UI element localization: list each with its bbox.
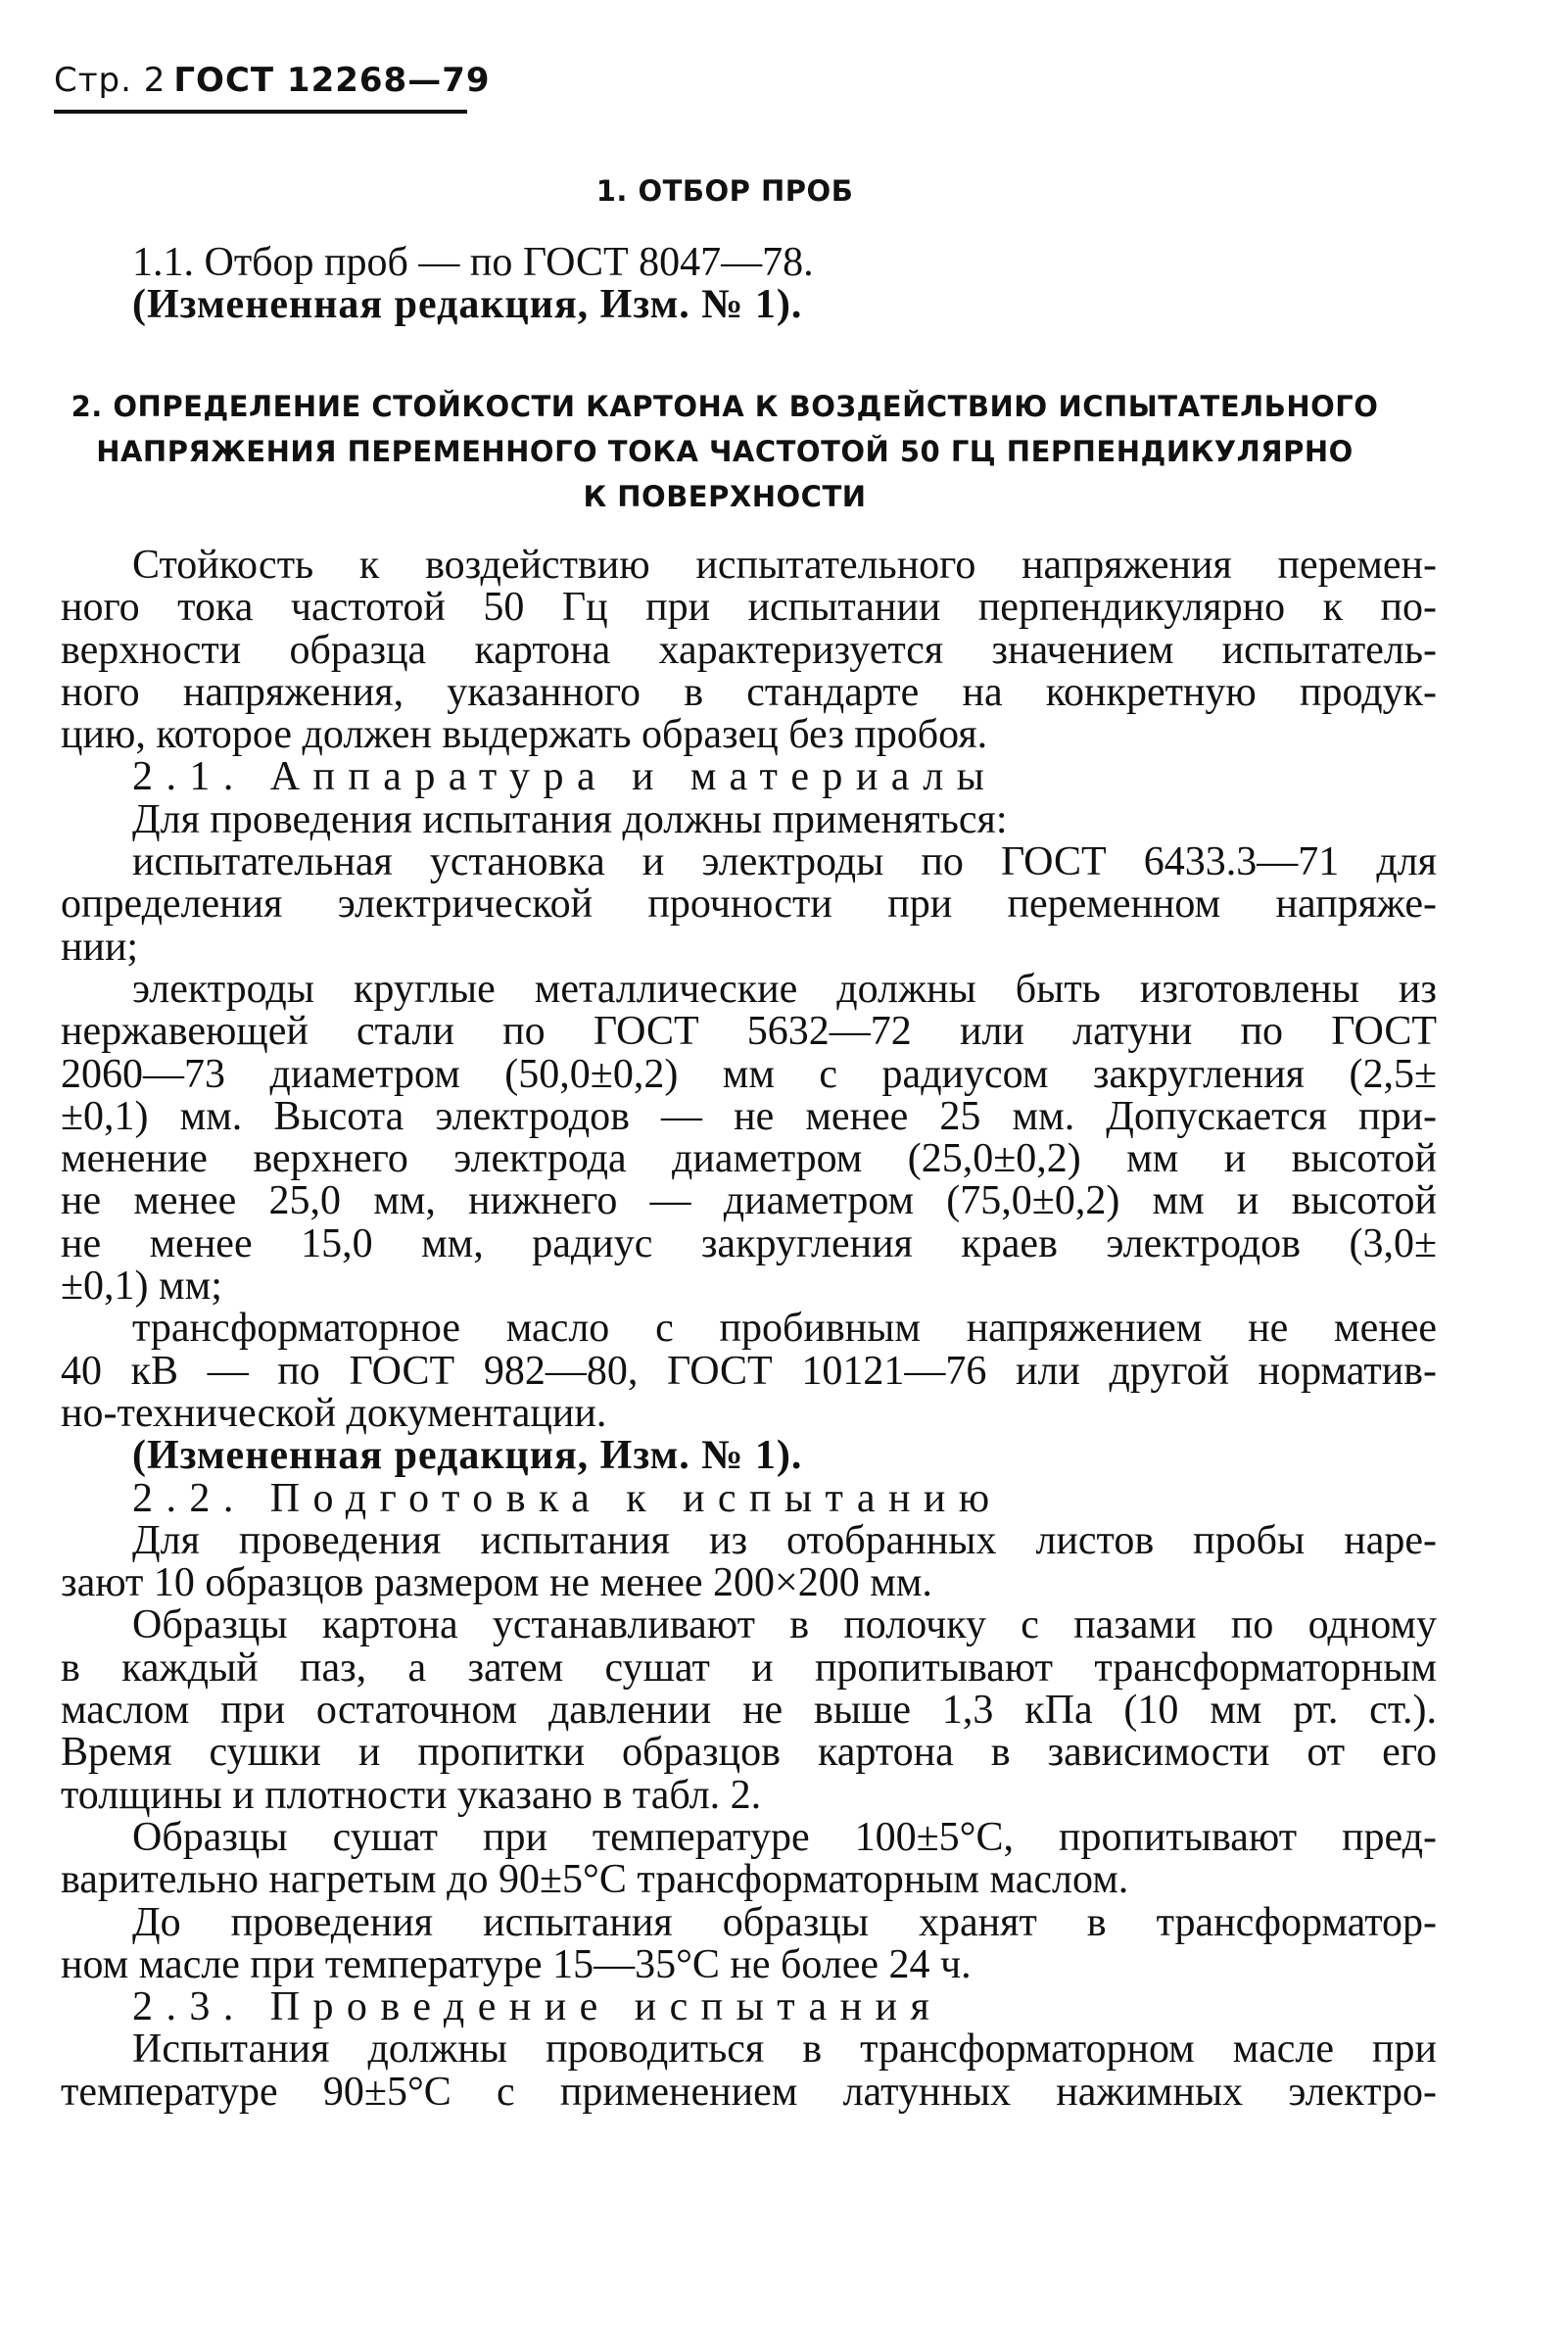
paragraph-1-1: 1.1. Отбор проб — по ГОСТ 8047—78.: [132, 242, 814, 285]
text-line: Образцы сушат при температуре 100±5°С, пропитывают пред-: [132, 1816, 1437, 1860]
storage-paragraph: [61, 1901, 1437, 1987]
text-line: Для проведения испытания из отобранных листов пробы наре-: [132, 1519, 1437, 1563]
running-header: [54, 61, 491, 100]
text-line: 40 кВ — по ГОСТ 982—80, ГОСТ 10121—76 или другой норматив-: [61, 1350, 1437, 1393]
subsection-2-1-title: 2.1. Аппаратура и материалы: [132, 756, 998, 799]
text-line: электроды круглые металлические должны быть изготовлены из: [132, 968, 1437, 1012]
text-line: Стойкость к воздействию испытательного напряжения перемен-: [132, 545, 1437, 588]
text-line: 2060—73 диаметром (50,0±0,2) мм с радиусом закругления (2,5±: [61, 1053, 1437, 1096]
text-line: верхности образца картона характеризуется значением испытатель-: [61, 629, 1437, 672]
text-line: нержавеющей стали по ГОСТ 5632—72 или латуни по ГОСТ: [61, 1011, 1437, 1054]
section-2-title-line: К ПОВЕРХНОСТИ: [583, 480, 867, 513]
text-line: не менее 25,0 мм, нижнего — диаметром (75,0±0,2) мм и высотой: [61, 1180, 1437, 1223]
section-2-title-line: 2. ОПРЕДЕЛЕНИЕ СТОЙКОСТИ КАРТОНА К ВОЗДЕЙСТВИЮ ИСПЫТАТЕЛЬНОГО: [71, 390, 1379, 423]
oil-paragraph: [61, 1308, 1437, 1436]
text-line: в каждый паз, а затем сушат и пропитывают трансформаторным: [61, 1646, 1437, 1691]
subsection-2-3-title: 2.3. Проведение испытания: [132, 1986, 943, 2029]
standard-number: ГОСТ 12268—79: [173, 61, 491, 100]
text-line: До проведения испытания образцы хранят в трансформатор-: [132, 1901, 1437, 1944]
text-line: ного напряжения, указанного в стандарте на конкретную продук-: [61, 671, 1437, 715]
subsection-2-1-lead: Для проведения испытания должны применяться:: [132, 798, 1008, 842]
text-line: зают 10 образцов размером не менее 200×200 мм.: [61, 1562, 932, 1605]
text-line: трансформаторное масло с пробивным напряжением не менее: [132, 1308, 1437, 1351]
drying-paragraph: [61, 1604, 1437, 1817]
section-1-title: 1. ОТБОР ПРОБ: [595, 174, 854, 208]
text-line: Испытания должны проводиться в трансформаторном масле при: [132, 2028, 1437, 2072]
text-line: испытательная установка и электроды по ГОСТ 6433.3—71 для: [132, 841, 1437, 884]
text-line: температуре 90±5°С с применением латунных нажимных электро-: [61, 2071, 1437, 2114]
text-line: ном масле при температуре 15—35°С не более 24 ч.: [61, 1943, 972, 1987]
preparation-paragraph: [61, 1519, 1437, 1605]
text-line: маслом при остаточном давлении не выше 1,3 кПа (10 мм рт. ст.).: [61, 1690, 1437, 1733]
text-line: Образцы картона устанавливают в полочку с пазами по одному: [132, 1604, 1437, 1647]
subsection-2-2-title: 2.2. Подготовка к испытанию: [132, 1477, 1003, 1520]
text-line: варительно нагретым до 90±5°С трансформаторным маслом.: [61, 1859, 1129, 1902]
section-2-title-line: НАПРЯЖЕНИЯ ПЕРЕМЕННОГО ТОКА ЧАСТОТОЙ 50 ГЦ ПЕРПЕНДИКУЛЯРНО: [96, 435, 1354, 468]
text-line: менение верхнего электрода диаметром (25,0±0,2) мм и высотой: [61, 1138, 1437, 1181]
text-line: ±0,1) мм;: [61, 1265, 222, 1309]
test-paragraph: [61, 2028, 1437, 2114]
text-line: определения электрической прочности при переменном напряже-: [61, 883, 1437, 927]
text-line: цию, которое должен выдержать образец без пробоя.: [61, 714, 988, 757]
text-line: толщины и плотности указано в табл. 2.: [61, 1774, 762, 1817]
electrodes-paragraph: [61, 968, 1437, 1309]
text-line: нии;: [61, 926, 139, 969]
temperature-paragraph: [61, 1816, 1437, 1902]
section-2-body: [61, 545, 1437, 2114]
page-label: Стр. 2: [54, 61, 166, 100]
text-line: ного тока частотой 50 Гц при испытании перпендикулярно к по-: [61, 587, 1437, 630]
header-rule: [54, 110, 467, 114]
installation-paragraph: [61, 841, 1437, 969]
amendment-note-2: (Измененная редакция, Изм. № 1).: [132, 1435, 803, 1478]
section-1-body: [119, 242, 1437, 327]
section-2-title: [39, 384, 1410, 519]
amendment-note-1: (Измененная редакция, Изм. № 1).: [132, 284, 803, 327]
text-line: но-технической документации.: [61, 1392, 607, 1436]
text-line: Время сушки и пропитки образцов картона в зависимости от его: [61, 1732, 1437, 1775]
intro-paragraph: [61, 545, 1437, 757]
text-line: ±0,1) мм. Высота электродов — не менее 25 мм. Допускается при-: [61, 1095, 1437, 1139]
text-line: не менее 15,0 мм, радиус закругления краев электродов (3,0±: [61, 1222, 1437, 1266]
